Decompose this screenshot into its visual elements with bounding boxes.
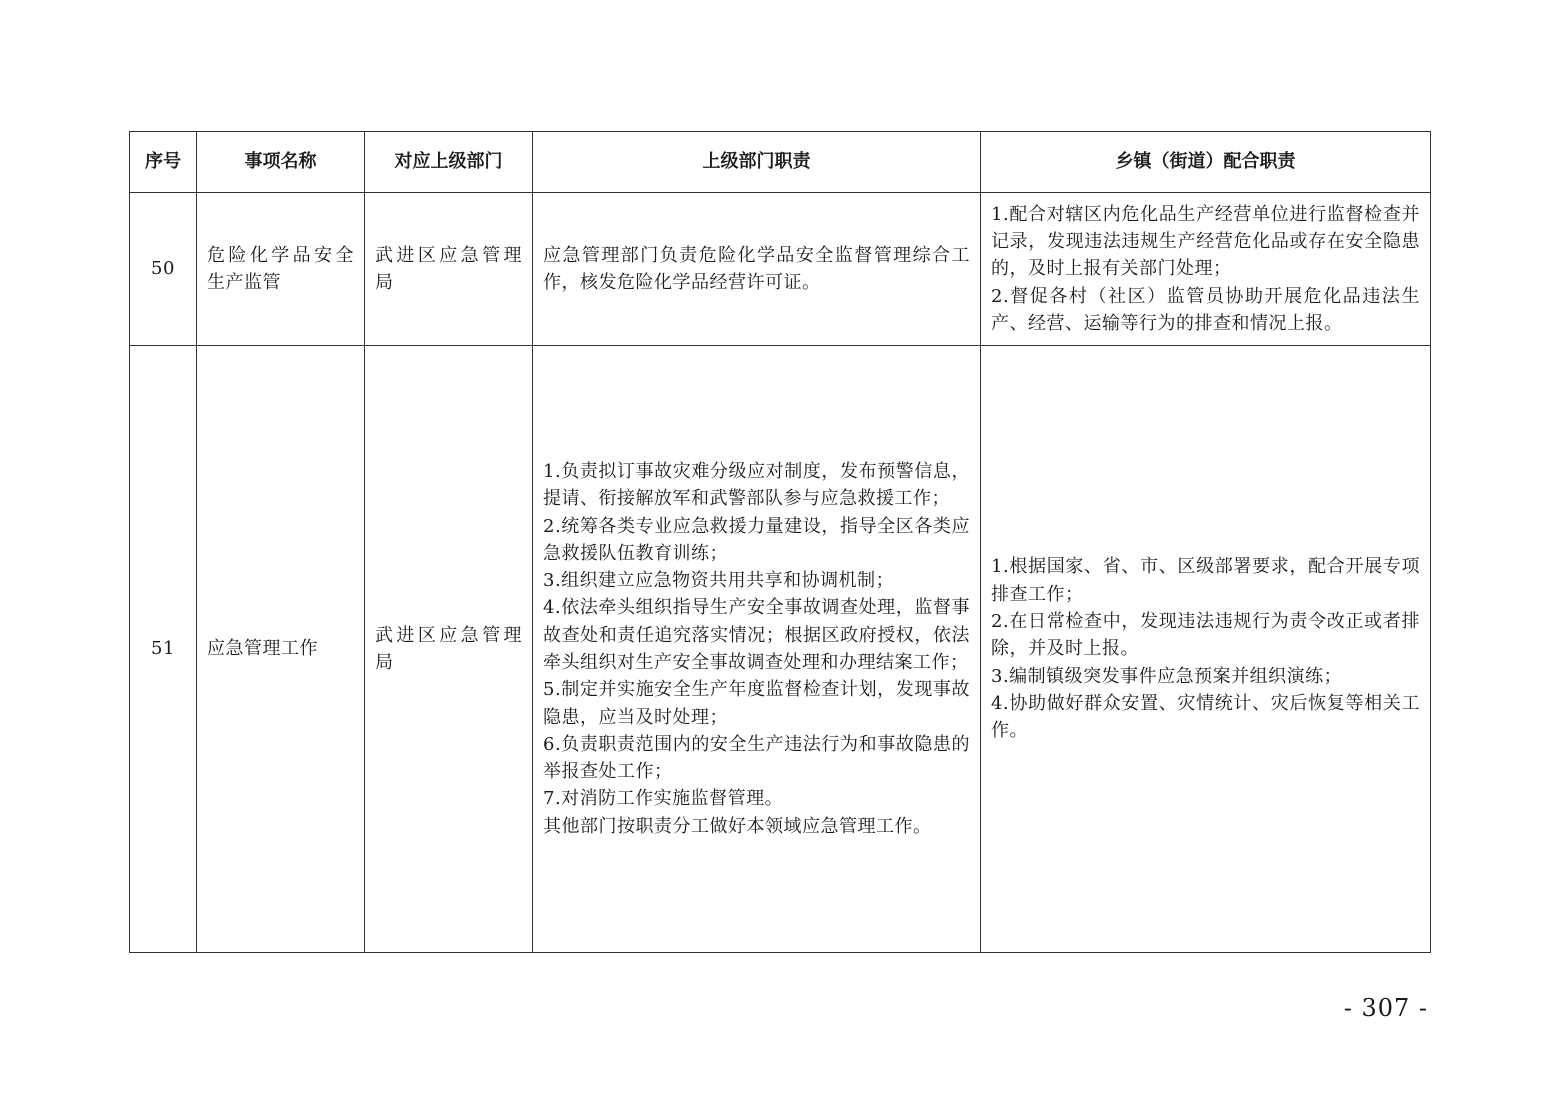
duty-line: 7.对消防工作实施监督管理。 — [543, 788, 784, 810]
header-upper-dept: 对应上级部门 — [365, 132, 533, 193]
duty-line: 6.负责职责范围内的安全生产违法行为和事故隐患的举报查处工作； — [543, 733, 970, 783]
duty-line: 2.督促各村（社区）监管员协助开展危化品违法生产、经营、运输等行为的排查和情况上报。 — [991, 285, 1420, 334]
item-name: 危险化学品安全生产监管 — [197, 193, 365, 346]
duty-line: 1.根据国家、省、市、区级部署要求，配合开展专项排查工作； — [991, 556, 1420, 605]
upper-duties — [533, 346, 981, 953]
page-number: - 307 - — [1343, 994, 1428, 1022]
header-upper-duties: 上级部门职责 — [533, 132, 981, 193]
town-duties — [981, 193, 1431, 346]
duty-line: 2.在日常检查中，发现违法违规行为责令改正或者排除，并及时上报。 — [991, 611, 1420, 660]
header-item-name: 事项名称 — [197, 132, 365, 193]
duty-line: 1.配合对辖区内危化品生产经营单位进行监督检查并记录，发现违法违规生产经营危化品或存在安全隐患的，及时上报有关部门处理； — [991, 203, 1420, 280]
duty-line: 3.编制镇级突发事件应急预案并组织演练； — [991, 665, 1343, 687]
duty-line: 5.制定并实施安全生产年度监督检查计划，发现事故隐患，应当及时处理； — [543, 679, 970, 728]
upper-duties — [533, 193, 981, 346]
town-duties — [981, 346, 1431, 953]
table-row — [130, 193, 1431, 346]
header-no: 序号 — [130, 132, 197, 193]
table-row — [130, 346, 1431, 953]
table-header-row — [130, 132, 1431, 193]
row-number: 50 — [130, 193, 197, 346]
header-town-duties: 乡镇（街道）配合职责 — [981, 132, 1431, 193]
duty-line: 应急管理部门负责危险化学品安全监督管理综合工作，核发危险化学品经营许可证。 — [543, 244, 970, 293]
duty-line: 2.统筹各类专业应急救援力量建设，指导全区各类应急救援队伍教育训练； — [543, 515, 970, 564]
upper-dept: 武进区应急管理局 — [365, 346, 533, 953]
duty-line: 3.组织建立应急物资共用共享和协调机制； — [543, 570, 895, 592]
upper-dept: 武进区应急管理局 — [365, 193, 533, 346]
duty-line: 1.负责拟订事故灾难分级应对制度，发布预警信息，提请、衔接解放军和武警部队参与应急救援工作； — [543, 460, 970, 510]
duty-line: 4.协助做好群众安置、灾情统计、灾后恢复等相关工作。 — [991, 692, 1420, 742]
duty-line: 4.依法牵头组织指导生产安全事故调查处理，监督事故查处和责任追究落实情况；根据区政府授权，依法牵头组织对生产安全事故调查处理和办理结案工作； — [543, 597, 970, 673]
row-number: 51 — [130, 346, 197, 953]
duty-table — [129, 131, 1431, 953]
duty-line: 其他部门按职责分工做好本领域应急管理工作。 — [543, 815, 932, 837]
item-name: 应急管理工作 — [197, 346, 365, 953]
